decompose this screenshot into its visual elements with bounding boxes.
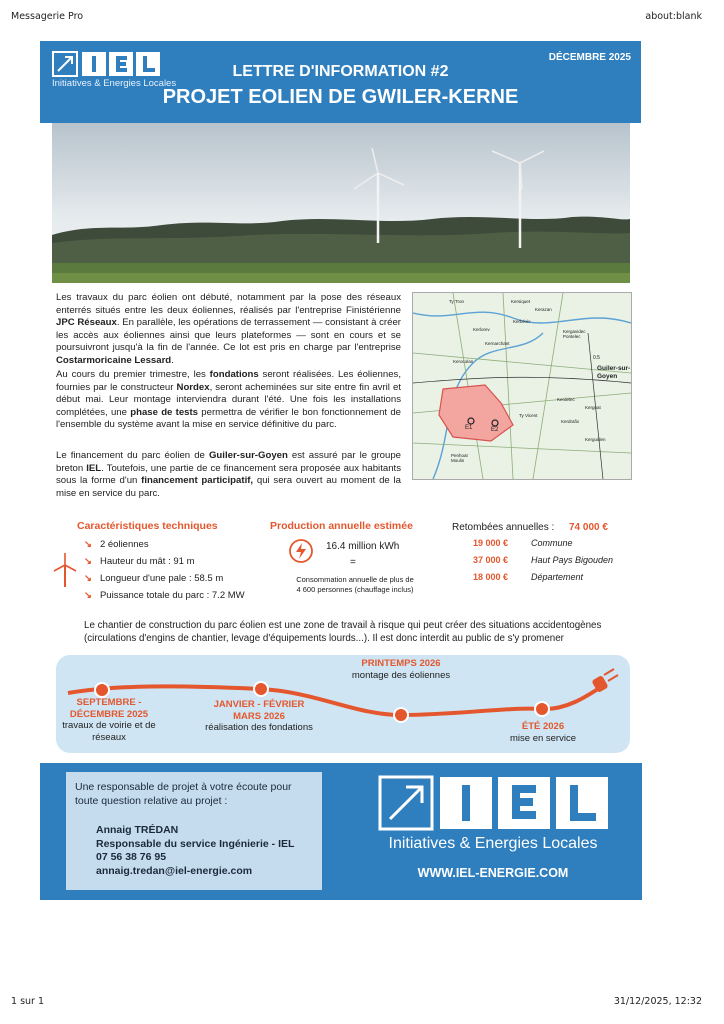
fiscal-label: Haut Pays Bigouden — [531, 555, 614, 565]
map-turbine-e2: E2 — [491, 427, 499, 433]
arrow-icon: ↘ — [84, 573, 92, 584]
arrow-icon: ↘ — [84, 556, 92, 567]
production-value: 16.4 million kWh — [326, 541, 400, 552]
text-run: Le financement du parc éolien de — [56, 450, 209, 461]
bold-text: Nordex — [176, 381, 210, 393]
newsletter-title: LETTRE D'INFORMATION #2 — [232, 63, 449, 80]
logo-subtitle: Initiatives & Energies Locales — [52, 78, 177, 89]
page-count: 1 sur 1 — [11, 996, 45, 1007]
paragraph-works — [56, 292, 401, 368]
bold-text: JPC Réseaux — [56, 317, 117, 329]
map-place: Kergavidec Pontelec — [563, 329, 586, 339]
map-turbine-e1: E1 — [465, 425, 473, 431]
map-place: Kerazan — [535, 307, 552, 312]
arrow-icon: ↘ — [84, 539, 92, 550]
fiscal-value: 18 000 € — [473, 572, 509, 582]
map-place: Kerdelec — [557, 397, 575, 402]
technical-title: Caractéristiques techniques — [77, 520, 218, 532]
contact-email[interactable]: annaig.tredan@iel-energie.com — [96, 864, 253, 877]
fiscal-label: Commune — [531, 538, 573, 548]
text-run: , seront acheminées sur site entre fin avril et début mai. Leur montage interviendra durant l'été. Une fois les installations complétées, une — [56, 381, 401, 418]
map-place: Kersiquet — [511, 299, 531, 304]
map-place: Kergoat — [585, 405, 601, 410]
map-place: Kernarchant — [485, 341, 510, 346]
timeline-panel — [56, 655, 630, 753]
text-run: . En parallèle, les opérations de terrassement — consistant à créer les accès aux éoliennes ainsi que leurs plateformes — sont en cours et se poursuivront jusqu'à la fin de l'année. Ce lot est pris en charge par l'entreprise — [56, 317, 401, 354]
map-place: Ty Tron — [449, 299, 465, 304]
fiscal-title: Retombées annuelles : — [452, 522, 555, 533]
paragraph-financing — [56, 450, 401, 500]
map-place: Ty Vicent — [519, 413, 538, 418]
bold-text: phase de tests — [130, 406, 199, 418]
fiscal-label: Département — [531, 572, 584, 582]
website-link[interactable]: WWW.IEL-ENERGIE.COM — [417, 866, 569, 880]
print-timestamp: 31/12/2025, 12:32 — [613, 996, 702, 1007]
site-map — [412, 292, 632, 480]
text-run: permettra de vérifier le bon fonctionnement de l'ensemble du système avant la mise en service définitive du parc. — [56, 406, 401, 431]
arrow-icon: ↘ — [84, 590, 92, 601]
fiscal-total: 74 000 € — [569, 522, 608, 533]
tech-item: ↘ Hauteur du mât : 91 m — [84, 556, 195, 567]
text-run: seront réalisées. Les éoliennes, fournies par le constructeur — [56, 369, 401, 393]
fiscal-value: 19 000 € — [473, 538, 509, 548]
project-title: PROJET EOLIEN DE GWILER-KERNE — [162, 86, 519, 108]
tech-item: ↘ 2 éoliennes — [84, 539, 149, 550]
paragraph-schedule — [56, 369, 401, 432]
map-place: Penhoat Moulin — [451, 453, 468, 463]
timeline-step: JANVIER - FÉVRIER MARS 2026 réalisation des fondations — [205, 699, 313, 733]
tech-item: ↘ Longueur d'une pale : 58.5 m — [84, 573, 224, 584]
map-place: Kerbévic — [513, 319, 531, 324]
timeline-step: ÉTÉ 2026 mise en service — [510, 721, 576, 744]
timeline-step: PRINTEMPS 2026 montage des éoliennes — [351, 658, 451, 681]
text-run: est assuré par le groupe breton — [56, 450, 401, 474]
bold-text: Costarmoricaine Lessard — [56, 354, 172, 366]
production-note: Consommation annuelle de plus de 4 600 personnes (chauffage inclus) — [296, 575, 414, 594]
contact-details: Annaig TRÉDAN Responsable du service Ingénierie - IEL 07 56 38 76 95 annaig.tredan@iel-energie.com — [96, 824, 295, 877]
bold-text: fondations — [209, 369, 259, 380]
text-run: qui sera ouvert au moment de la mise en service du parc. — [56, 475, 401, 499]
iel-logo-mark-icon — [378, 775, 608, 833]
timeline-step: SEPTEMBRE - DÉCEMBRE 2025 travaux de voirie et de réseaux — [62, 697, 156, 743]
text-run: . Toutefois, une partie de ce financement sera proposée aux habitants sous la forme d'un — [56, 462, 401, 487]
map-distance-label: 0.5 — [593, 355, 600, 361]
equals-sign: = — [350, 557, 356, 568]
map-place: Kerdrafix — [561, 419, 580, 424]
text-run: Les travaux du parc éolien ont débuté, notamment par la pose des réseaux enterrés situés entre les deux éoliennes, réalisés par l'entreprise Finistérienne — [56, 292, 401, 316]
footer-logo-subtitle: Initiatives & Energies Locales — [388, 835, 598, 852]
tech-item: ↘ Puissance totale du parc : 7.2 MW — [84, 590, 245, 601]
contact-box — [66, 772, 322, 890]
production-title: Production annuelle estimée — [270, 520, 413, 532]
fiscal-value: 37 000 € — [473, 555, 509, 565]
issue-date: DÉCEMBRE 2025 — [548, 52, 631, 63]
map-place: Kerlorev — [473, 327, 490, 332]
wind-turbine-icon — [52, 553, 78, 587]
text-run: Au cours du premier trimestre, les — [56, 369, 210, 380]
bold-text: Guiler-sur-Goyen — [208, 450, 288, 461]
contact-intro: Une responsable de projet à votre écoute pour toute question relative au projet : — [75, 781, 292, 807]
header-banner — [40, 41, 641, 123]
bold-text: financement participatif, — [141, 475, 254, 487]
wind-turbine-photo — [52, 123, 630, 283]
safety-warning: Le chantier de construction du parc éolien est une zone de travail à risque qui peut créer des situations accidentogènes (circulations d'engins de chantier, levage d'équipements lourds...). Il est donc interdit au public de s'y promener — [84, 620, 602, 644]
map-place: Kerguiden — [585, 437, 606, 442]
browser-title: Messagerie Pro — [11, 11, 84, 22]
browser-url: about:blank — [645, 11, 702, 22]
footer-iel-logo — [378, 775, 608, 865]
text-run: . — [171, 354, 174, 366]
map-place: Kerocolan — [453, 359, 474, 364]
energy-plug-icon — [288, 538, 314, 564]
bold-text: IEL — [86, 462, 102, 474]
map-town-label: Guiler-sur-Goyen — [597, 365, 631, 380]
